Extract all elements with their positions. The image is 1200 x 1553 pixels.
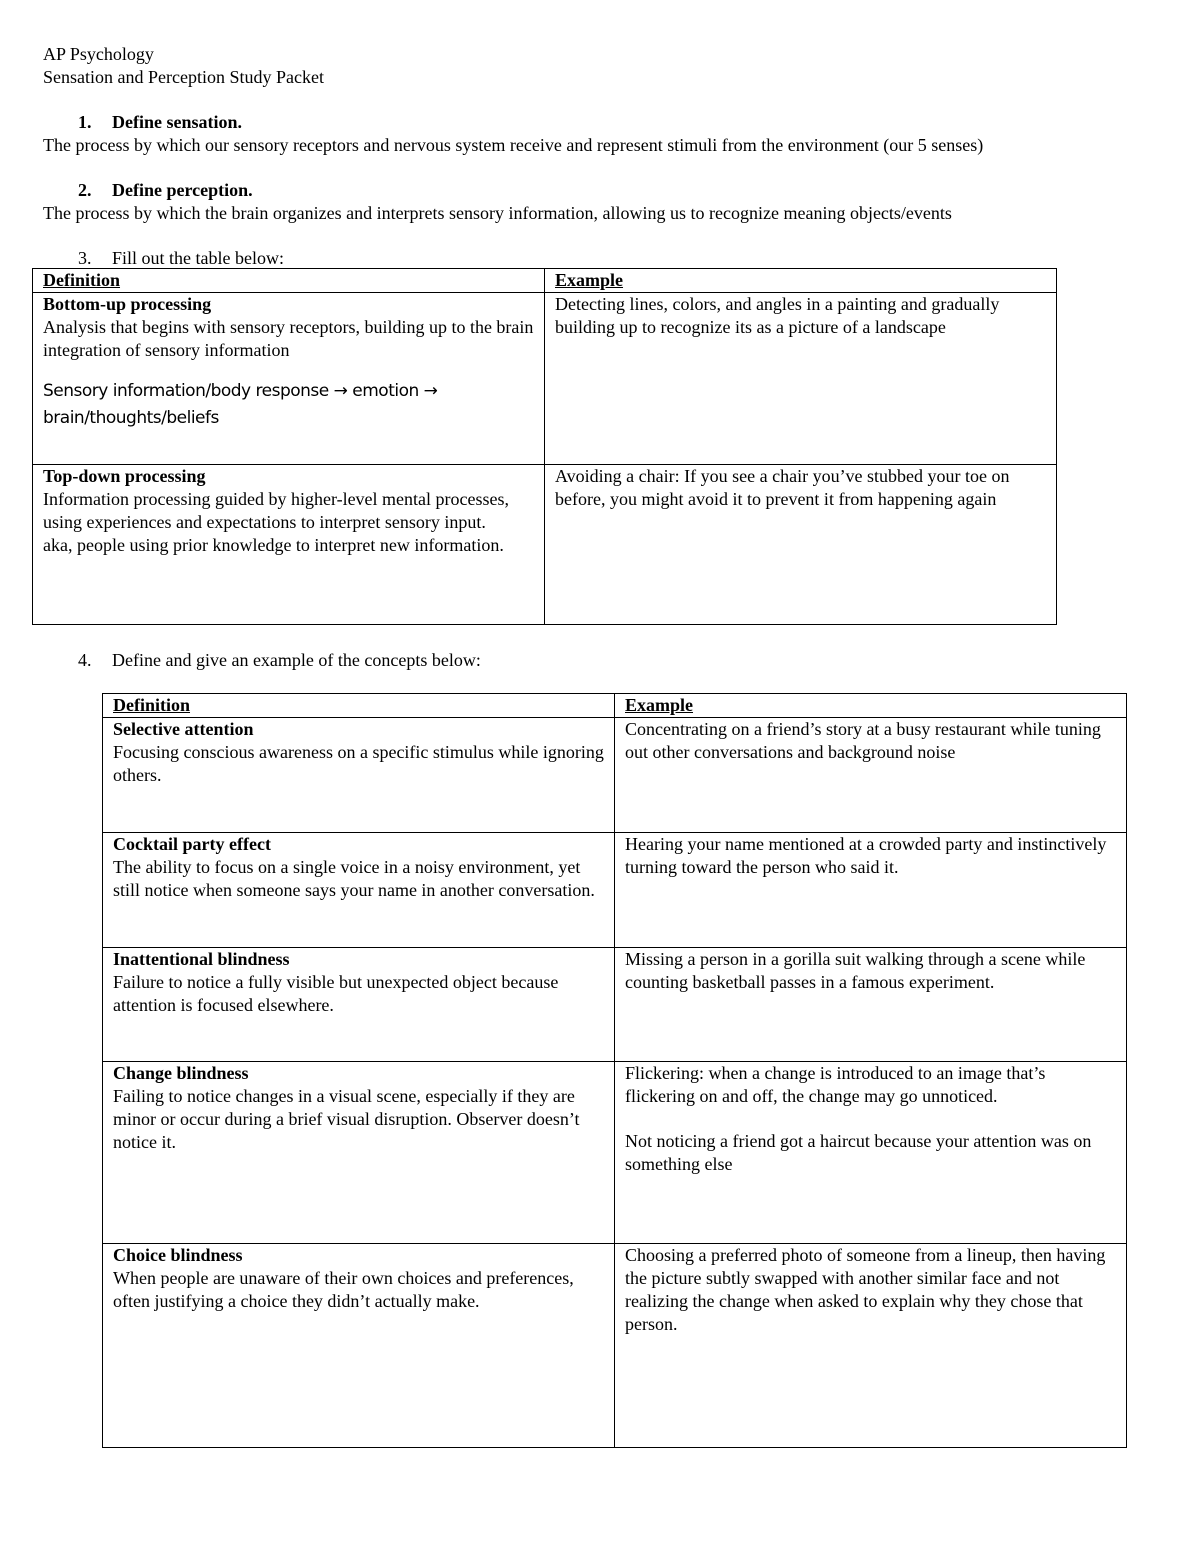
example-cell: Concentrating on a friend’s story at a busy restaurant while tuning out other conversations and background noise: [615, 718, 1127, 833]
question-1: [78, 111, 242, 134]
question-prompt: Fill out the table below:: [112, 248, 284, 268]
term-label: Selective attention: [113, 719, 254, 739]
table-header-row: [103, 694, 1127, 718]
table-row: [103, 1244, 1127, 1448]
term-definition-extra: aka, people using prior knowledge to interpret new information.: [43, 535, 504, 555]
processing-table: [32, 268, 1057, 625]
table-header-row: [33, 269, 1057, 293]
term-note: Sensory information/body response → emotion → brain/thoughts/beliefs: [43, 381, 438, 428]
definition-cell: [103, 1244, 615, 1448]
example-text: Flickering: when a change is introduced to an image that’s flickering on and off, the change may go unnoticed.: [625, 1063, 1046, 1106]
question-4: [78, 649, 481, 672]
question-number: 2.: [78, 180, 92, 200]
question-number: 1.: [78, 112, 92, 132]
term-label: Cocktail party effect: [113, 834, 271, 854]
term-label: Change blindness: [113, 1063, 249, 1083]
definition-cell: [103, 718, 615, 833]
term-definition: The ability to focus on a single voice in a noisy environment, yet still notice when someone says your name in another conversation.: [113, 857, 595, 900]
table-row: [103, 948, 1127, 1062]
example-cell: Hearing your name mentioned at a crowded party and instinctively turning toward the person who said it.: [615, 833, 1127, 948]
table-row: [103, 833, 1127, 948]
example-cell: Choosing a preferred photo of someone from a lineup, then having the picture subtly swapped with another similar face and not realizing the change when asked to explain why they chose that person.: [615, 1244, 1127, 1448]
example-cell: Detecting lines, colors, and angles in a painting and gradually building up to recognize its as a picture of a landscape: [545, 293, 1057, 465]
attention-table: [102, 693, 1127, 1448]
definition-cell: [33, 293, 545, 465]
answer-2: The process by which the brain organizes and interprets sensory information, allowing us to recognize meaning objects/events: [43, 203, 952, 223]
definition-cell: [103, 833, 615, 948]
example-header: Example: [625, 695, 694, 715]
table-row: [103, 718, 1127, 833]
table-row: [33, 293, 1057, 465]
question-prompt: Define perception.: [112, 180, 253, 200]
definition-cell: [33, 465, 545, 625]
term-definition: Analysis that begins with sensory receptors, building up to the brain integration of sensory information: [43, 317, 534, 360]
answer-1: The process by which our sensory receptors and nervous system receive and represent stimuli from the environment (our 5 senses): [43, 135, 984, 155]
term-definition: Focusing conscious awareness on a specific stimulus while ignoring others.: [113, 742, 604, 785]
definition-header: Definition: [113, 695, 191, 715]
term-label: Top-down processing: [43, 466, 206, 486]
course-title: AP Psychology: [43, 44, 154, 64]
example-cell: Avoiding a chair: If you see a chair you’ve stubbed your toe on before, you might avoid it to prevent it from happening again: [545, 465, 1057, 625]
term-label: Bottom-up processing: [43, 294, 212, 314]
spacer: [625, 1108, 1116, 1130]
example-cell: Missing a person in a gorilla suit walking through a scene while counting basketball passes in a famous experiment.: [615, 948, 1127, 1062]
question-prompt: Define sensation.: [112, 112, 242, 132]
table-row: [103, 1062, 1127, 1244]
question-2: [78, 179, 253, 202]
definition-cell: [103, 1062, 615, 1244]
example-text-extra: Not noticing a friend got a haircut because your attention was on something else: [625, 1131, 1092, 1174]
question-prompt: Define and give an example of the concepts below:: [112, 650, 481, 670]
term-definition: Failing to notice changes in a visual scene, especially if they are minor or occur during a brief visual disruption. Observer doesn’t notice it.: [113, 1086, 580, 1152]
term-definition: When people are unaware of their own choices and preferences, often justifying a choice they didn’t actually make.: [113, 1268, 574, 1311]
term-definition: Failure to notice a fully visible but unexpected object because attention is focused elsewhere.: [113, 972, 559, 1015]
definition-header: Definition: [43, 270, 121, 290]
question-number: 3.: [78, 248, 92, 268]
question-number: 4.: [78, 650, 92, 670]
example-header: Example: [555, 270, 624, 290]
term-label: Choice blindness: [113, 1245, 243, 1265]
example-cell: [615, 1062, 1127, 1244]
term-definition: Information processing guided by higher-level mental processes, using experiences and expectations to interpret sensory input.: [43, 489, 510, 532]
table-row: [33, 465, 1057, 625]
definition-cell: [103, 948, 615, 1062]
question-3: [78, 247, 284, 270]
term-label: Inattentional blindness: [113, 949, 290, 969]
packet-title: Sensation and Perception Study Packet: [43, 67, 324, 87]
